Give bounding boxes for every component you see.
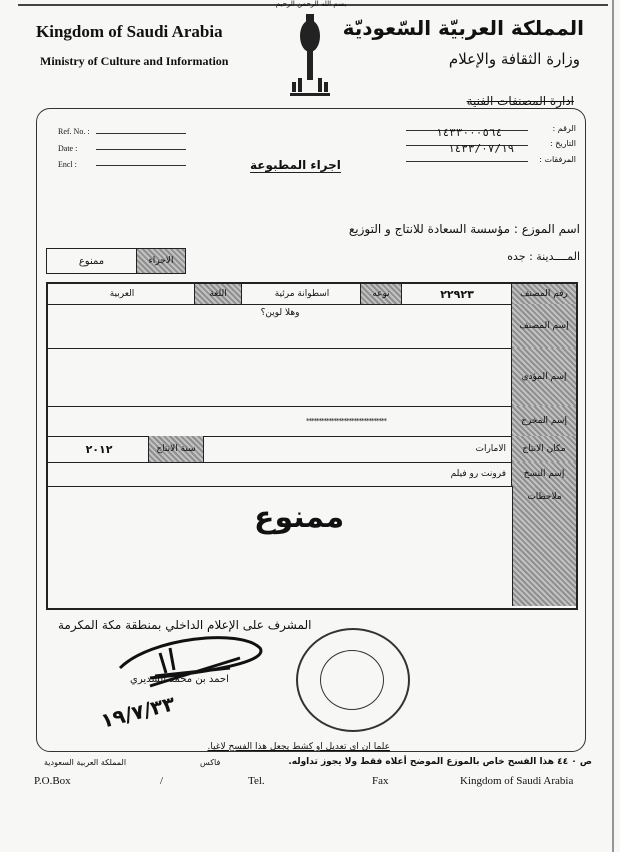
production-year-value: ٢٠١٢ (85, 442, 113, 456)
header-en-title: Kingdom of Saudi Arabia (36, 22, 223, 41)
notes-value: ممنوع (254, 500, 345, 535)
footer-ar-fax: فاكس (200, 758, 221, 767)
copy-name-value: فرونت رو فيلم (450, 469, 506, 479)
ref-no-line (96, 133, 186, 134)
copy-name-label: إسم النسخ (511, 462, 576, 486)
work-number-label: رقم المصنف (511, 284, 576, 304)
header-en-subtitle: Ministry of Culture and Information (40, 54, 229, 68)
ref-no-ar-label: الرقم : (552, 124, 576, 133)
note-line-1: علما ان اي تعديل او كشط يجعل هذا الفسح لاغيا. (207, 742, 390, 752)
seal-inner-ring (320, 650, 384, 710)
type-label: نوعه (360, 284, 402, 304)
date-ar-label: التاريخ : (549, 139, 576, 148)
action-label: الاجراء (136, 249, 185, 273)
signatory-name: احمد بن محمد السديري (130, 674, 229, 685)
table-row (48, 284, 576, 305)
encl-label: Encl : (58, 160, 77, 169)
distributor-line: اسم الموزع : مؤسسة السعادة للانتاج و التوزيع (348, 222, 580, 236)
official-seal-icon (296, 628, 410, 732)
type-value: اسطوانة مرئية (274, 289, 330, 299)
ref-no-value: ١٤٣٣٠٠٠٥٦٤ (436, 126, 503, 139)
language-label: اللغة (194, 284, 242, 304)
table-row (48, 406, 576, 437)
date-line (96, 149, 186, 150)
work-number-value: ٢٢٩٢٣ (440, 287, 474, 301)
date-label: Date : (58, 144, 78, 153)
date-value: ١٤٣٣/٠٧/١٩ (448, 142, 515, 155)
action-value: ممنوع (78, 255, 105, 267)
table-row (48, 436, 576, 463)
header-ar-subtitle: وزارة الثقافة والإعلام (448, 50, 580, 68)
notes-label: ملاحظات (512, 486, 576, 606)
header-ar-title: المملكة العربيّة السّعوديّة (342, 16, 584, 40)
department-name: ادارة المصنفات الفنية (466, 94, 574, 108)
director-value: ******************************** (306, 417, 386, 425)
signature-date: ١٩/٧/٣٣ (98, 691, 178, 733)
basmala-caption: بسم الله الرحمن الرحيم (275, 0, 347, 8)
footer-slash: / (160, 775, 164, 787)
table-row (48, 304, 576, 349)
performer-label: إسم المؤدي (511, 348, 576, 406)
page-edge (612, 0, 614, 852)
document-title: اجراء المطبوعة (250, 158, 341, 172)
note-line-2: ص ٠ ٤٤ هذا الفسح خاص بالموزع الموضح أعلاه فقط ولا يجوز تداوله. (288, 757, 592, 767)
performer-value (48, 348, 512, 406)
language-value: العربية (109, 289, 135, 299)
signature-icon (110, 628, 270, 698)
table-row (48, 348, 576, 407)
production-year-label: سنة الانتاج (148, 436, 204, 462)
signatory-title: المشرف على الإعلام الداخلي بمنطقة مكة المكرمة (58, 618, 312, 632)
ref-no-label: Ref. No. : (58, 127, 90, 136)
footer-country: Kingdom of Saudi Arabia (460, 775, 574, 787)
production-place-label: مكان الانتاج (511, 436, 576, 462)
director-label: إسم المخرج (511, 406, 576, 436)
action-box (46, 248, 186, 274)
footer-tel: Tel. (248, 775, 265, 787)
city-line: المــــدينة : جده (507, 250, 580, 263)
encl-ar-label: المرفقات : (539, 155, 576, 164)
encl-line (96, 165, 186, 166)
work-name-label: إسم المصنف (511, 304, 576, 348)
footer-ar-country: المملكة العربية السعودية (44, 758, 127, 767)
ministry-logo-icon (286, 0, 334, 102)
footer-fax: Fax (372, 775, 389, 787)
footer-pobox: P.O.Box (34, 775, 71, 787)
production-place-value: الامارات (475, 444, 506, 454)
encl-ar-line (406, 161, 528, 162)
work-details-table (46, 282, 578, 610)
table-row (48, 462, 576, 487)
work-name-value: وهلا لوين؟ (260, 308, 300, 318)
